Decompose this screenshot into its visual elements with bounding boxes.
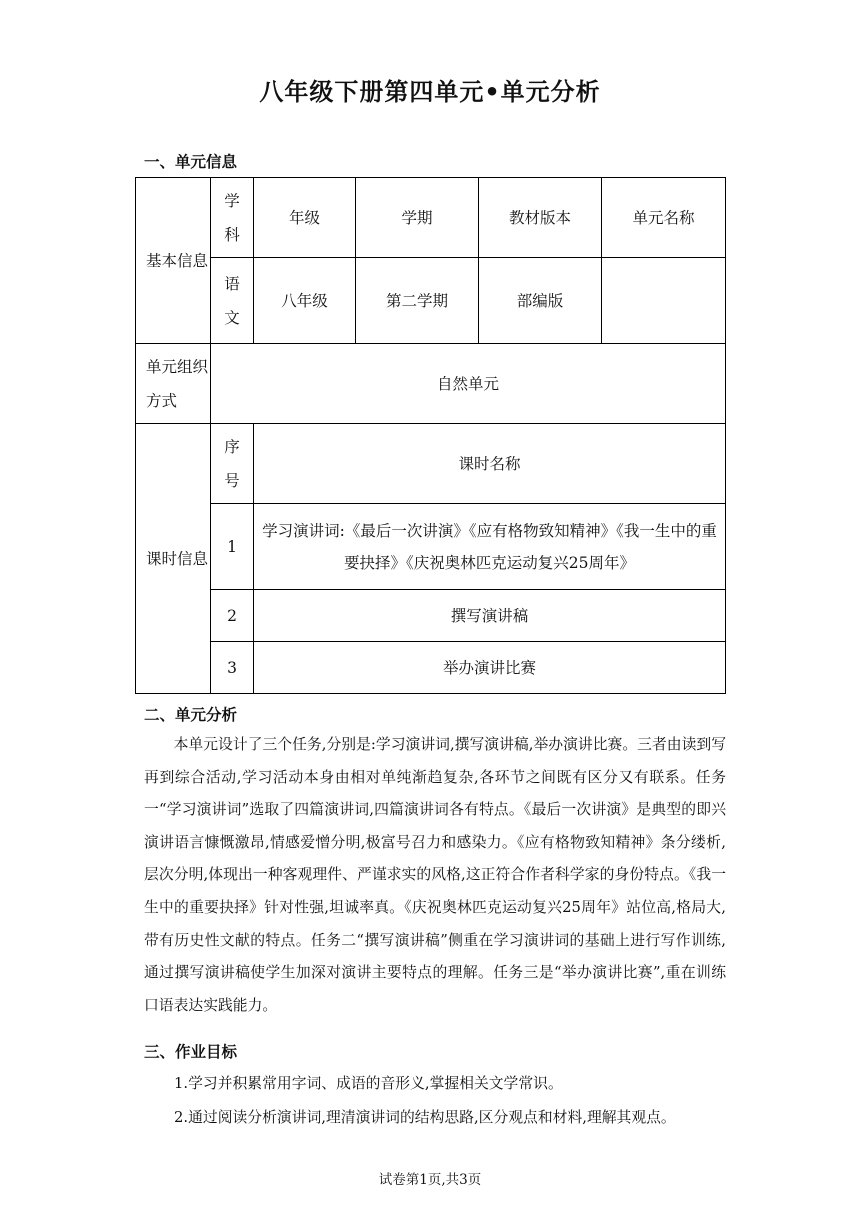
value-grade: 八年级 [254, 258, 356, 344]
org-method-value: 自然单元 [211, 344, 726, 424]
page-footer: 试卷第1页,共3页 [378, 1172, 482, 1188]
table-row [136, 424, 726, 504]
lesson-info-label: 课时信息 [136, 424, 211, 694]
lesson-no: 1 [211, 504, 254, 590]
lesson-no: 3 [211, 642, 254, 694]
value-unit-name [602, 258, 726, 344]
table-row [136, 590, 726, 642]
section-heading-homework-goals: 三、作业目标 [144, 1043, 238, 1061]
goal-item: 1.学习并积累常用字词、成语的音形义,掌握相关文学常识。 [174, 1075, 563, 1092]
value-term: 第二学期 [356, 258, 479, 344]
unit-info-table [135, 177, 726, 694]
table-row [136, 258, 726, 344]
header-grade: 年级 [254, 178, 356, 258]
value-subject: 语文 [211, 258, 254, 344]
header-lesson-no: 序号 [211, 424, 254, 504]
lesson-name: 学习演讲词:《最后一次讲演》《应有格物致知精神》《我一生中的重要抉择》《庆祝奥林匹克运动复兴25周年》 [254, 504, 726, 590]
lesson-name: 撰写演讲稿 [254, 590, 726, 642]
header-term: 学期 [356, 178, 479, 258]
lesson-no: 2 [211, 590, 254, 642]
goal-item: 2.通过阅读分析演讲词,理清演讲词的结构思路,区分观点和材料,理解其观点。 [174, 1109, 676, 1126]
table-row [136, 178, 726, 258]
header-unit-name: 单元名称 [602, 178, 726, 258]
table-row [136, 504, 726, 590]
basic-info-label: 基本信息 [136, 178, 211, 344]
document-title: 八年级下册第四单元•单元分析 [259, 78, 601, 106]
section-heading-unit-info: 一、单元信息 [144, 153, 238, 171]
value-edition: 部编版 [479, 258, 602, 344]
table-row [136, 642, 726, 694]
header-subject: 学科 [211, 178, 254, 258]
header-edition: 教材版本 [479, 178, 602, 258]
header-lesson-name: 课时名称 [254, 424, 726, 504]
table-row [136, 344, 726, 424]
section-heading-unit-analysis: 二、单元分析 [144, 706, 238, 724]
lesson-name: 举办演讲比赛 [254, 642, 726, 694]
org-method-label: 单元组织方式 [136, 344, 211, 424]
unit-analysis-paragraph: 本单元设计了三个任务,分别是:学习演讲词,撰写演讲稿,举办演讲比赛。三者由读到写再到综合活动,学习活动本身由相对单纯渐趋复杂,各环节之间既有区分又有联系。任务一“学习演讲词”选取了四篇演讲词,四篇演讲词各有特点。《最后一次讲演》是典型的即兴演讲语言慷慨激昂,情感爱憎分明,极富号召力和感染力。《应有格物致知精神》条分缕析,层次分明,体现出一种客观理件、严谨求实的风格,这正符合作者科学家的身份特点。《我一生中的重要抉择》针对性强,坦诚率真。《庆祝奥林匹克运动复兴25周年》站位高,格局大,带有历史性文献的特点。任务二“撰写演讲稿”侧重在学习演讲词的基础上进行写作训练,通过撰写演讲稿使学生加深对演讲主要特点的理解。任务三是“举办演讲比赛”,重在训练口语表达实践能力。 [144, 736, 726, 1014]
